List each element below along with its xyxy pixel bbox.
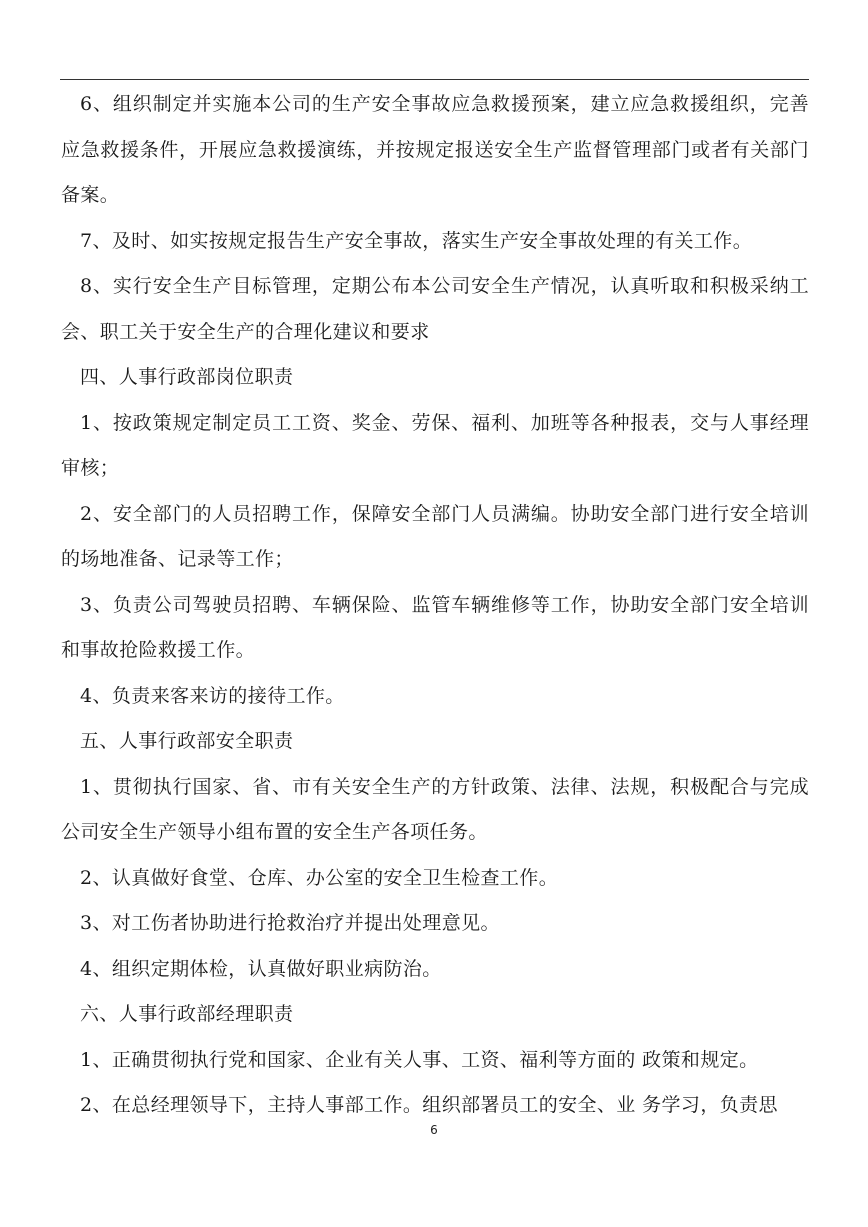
paragraph-item-1: 1、正确贯彻执行党和国家、企业有关人事、工资、福利等方面的 政策和规定。 (80, 1048, 759, 1071)
page-number: 6 (430, 1123, 438, 1137)
paragraph-item-2: 2、在总经理领导下，主持人事部工作。组织部署员工的安全、业 务学习，负责思 (80, 1094, 778, 1116)
paragraph-item-2: 2、认真做好食堂、仓库、办公室的安全卫生检查工作。 (80, 866, 559, 889)
section-heading-4: 四、人事行政部岗位职责 (80, 366, 294, 388)
paragraph-item-7: 7、及时、如实按规定报告生产安全事故，落实生产安全事故处理的有关工作。 (80, 229, 753, 252)
paragraph-item-1: 1、贯彻执行国家、省、市有关安全生产的方针政策、法律、法规，积极配合与完成公司安全生产领导小组布置的安全生产各项任务。 (61, 775, 809, 843)
paragraph-item-4: 4、组织定期体检，认真做好职业病防治。 (80, 957, 442, 980)
section-heading-6: 六、人事行政部经理职责 (80, 1003, 294, 1025)
paragraph-item-1: 1、按政策规定制定员工工资、奖金、劳保、福利、加班等各种报表，交与人事经理审核； (61, 411, 809, 479)
paragraph-item-3: 3、对工伤者协助进行抢救治疗并提出处理意见。 (80, 912, 500, 934)
header-rule (60, 79, 809, 80)
document-body (61, 82, 809, 1129)
paragraph-item-2: 2、安全部门的人员招聘工作，保障安全部门人员满编。协助安全部门进行安全培训的场地准备、记录等工作； (61, 502, 809, 570)
section-heading-5: 五、人事行政部安全职责 (80, 730, 294, 752)
paragraph-item-8: 8、实行安全生产目标管理，定期公布本公司安全生产情况，认真听取和积极采纳工会、职工关于安全生产的合理化建议和要求 (61, 275, 809, 343)
paragraph-item-6: 6、组织制定并实施本公司的生产安全事故应急救援预案，建立应急救援组织，完善应急救援条件，开展应急救援演练，并按规定报送安全生产监督管理部门或者有关部门备案。 (61, 93, 809, 206)
paragraph-item-3: 3、负责公司驾驶员招聘、车辆保险、监管车辆维修等工作，协助安全部门安全培训和事故抢险救援工作。 (61, 593, 809, 661)
paragraph-item-4: 4、负责来客来访的接待工作。 (80, 684, 345, 707)
